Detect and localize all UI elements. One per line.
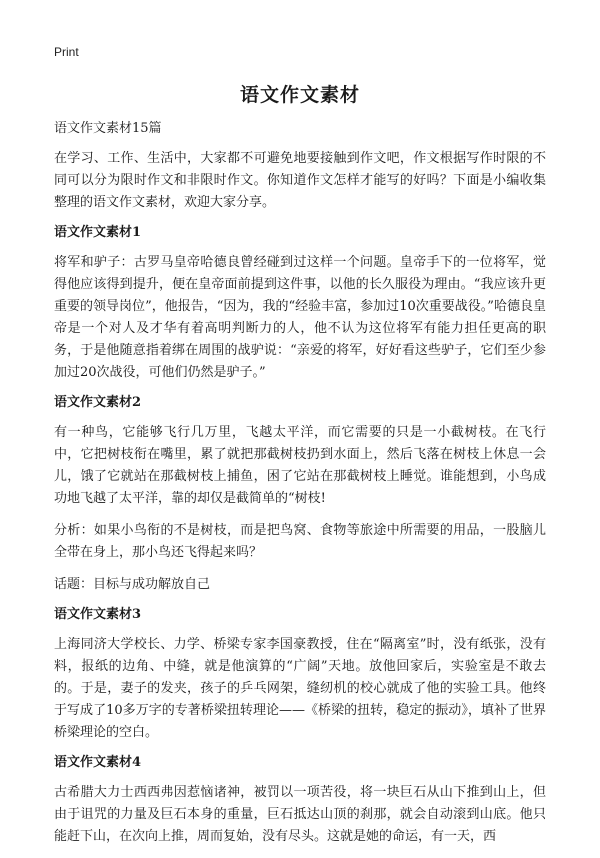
section-2-paragraph: 有一种鸟，它能够飞行几万里，飞越太平洋，而它需要的只是一小截树枝。在飞行中，它把树枝衔在嘴里，累了就把那截树枝扔到水面上，然后飞落在树枝上休息一会儿，饿了它就站在那截树枝上捕鱼，困了它站在那截树枝上睡觉。谁能想到，小鸟成功地飞越了太平洋，靠的却仅是截简单的“树枝! <box>54 425 546 506</box>
section-heading-4: 语文作文素材4 <box>54 755 142 770</box>
document-subtitle: 语文作文素材15篇 <box>54 121 162 136</box>
section-heading-3: 语文作文素材3 <box>54 607 142 622</box>
document-content <box>54 120 546 858</box>
section-4-paragraph: 古希腊大力士西西弗因惹恼诸神，被罚以一项苦役，将一块巨石从山下推到山上，但由于诅咒的力量及巨石本身的重量，巨石抵达山顶的刹那，就会自动滚到山底。他只能赶下山，在次向上推，周而复始，没有尽头。这就是她的命运，有一天，西 <box>54 785 546 844</box>
section-heading-1: 语文作文素材1 <box>54 225 142 240</box>
section-2-analysis: 分析：如果小鸟衔的不是树枝，而是把鸟窝、食物等旅途中所需要的用品，一股脑儿全带在身上，那小鸟还飞得起来吗？ <box>54 523 546 560</box>
print-link[interactable]: Print <box>54 45 79 59</box>
intro-paragraph: 在学习、工作、生活中，大家都不可避免地要接触到作文吧，作文根据写作时限的不同可以分为限时作文和非限时作文。你知道作文怎样才能写的好吗？下面是小编收集整理的语文作文素材，欢迎大家分享。 <box>54 151 546 210</box>
section-3-paragraph: 上海同济大学校长、力学、桥梁专家李国豪教授，住在“隔离室”时，没有纸张，没有料，报纸的边角、中缝，就是他演算的“广阔”天地。放他回家后，实验室是不敢去的。于是，妻子的发夹，孩子的乒乓网架，缝纫机的校心就成了他的实验工具。他终于写成了10多万字的专著桥梁扭转理论——《桥梁的扭转，稳定的振动》，填补了世界桥梁理论的空白。 <box>54 637 546 740</box>
section-1-paragraph: 将军和驴子：古罗马皇帝哈德良曾经碰到过这样一个问题。皇帝手下的一位将军，觉得他应该得到提升，便在皇帝面前提到这件事，以他的长久服役为理由。“我应该升更重要的领导岗位”，他报告，“因为，我的“经验丰富，参加过10次重要战役。”哈德良皇帝是一个对人及才华有着高明判断力的人，他不认为这位将军有能力担任更高的职务，于是他随意指着绑在周围的战驴说：“亲爱的将军，好好看这些驴子，它们至少参加过20次战役，可他们仍然是驴子。” <box>54 255 546 380</box>
section-2-topic: 话题：目标与成功解放自己 <box>54 577 211 592</box>
page-title: 语文作文素材 <box>239 84 360 106</box>
section-heading-2: 语文作文素材2 <box>54 395 142 410</box>
